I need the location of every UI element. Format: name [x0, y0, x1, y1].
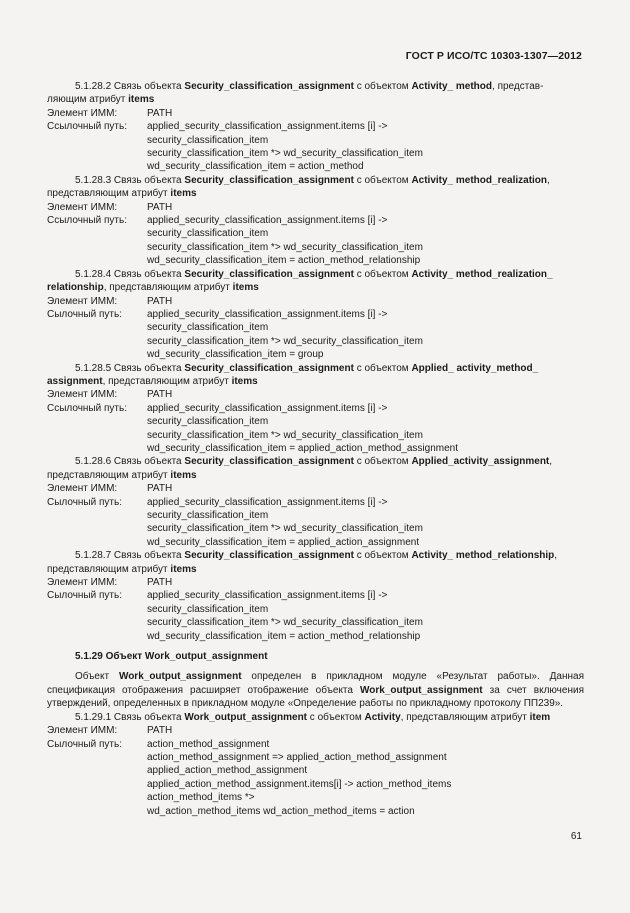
- element-value: PATH: [147, 295, 173, 307]
- path-line: applied_security_classification_assignment.items [i] ->: [147, 215, 388, 227]
- entity-name: Security_classification_assignment: [184, 362, 354, 374]
- document-header: ГОСТ Р ИСО/ТС 10303-1307—2012: [405, 50, 582, 62]
- text: , представляющим атрибут: [102, 375, 232, 387]
- element-label: Элемент ИММ:: [47, 389, 118, 401]
- element-label: Элемент ИММ:: [47, 107, 118, 119]
- section-number: 5.1.29.1 Связь объекта: [75, 711, 185, 723]
- section-5-1-28-2: [47, 80, 584, 174]
- target-entity: Activity_ method: [411, 81, 493, 92]
- document-body: [47, 80, 584, 818]
- path-line: action_method_assignment: [147, 738, 270, 750]
- path-line: wd_security_classification_item = action_method_relationship: [147, 255, 421, 267]
- section-5-1-28-5: [47, 362, 584, 456]
- target-entity: Applied_activity_assignment: [411, 456, 550, 468]
- ref-path-label: Ссылочный путь:: [47, 121, 127, 133]
- section-title: [47, 174, 584, 187]
- path-line: security_classification_item *> wd_security_classification_item: [147, 523, 423, 535]
- section-description: [47, 670, 584, 710]
- text: ляющим атрибут: [47, 94, 129, 106]
- section-number: 5.1.28.7 Связь объекта: [75, 550, 185, 562]
- section-5-1-28-6: [47, 455, 584, 549]
- element-label: Элемент ИММ:: [47, 483, 118, 495]
- section-title: [47, 268, 584, 281]
- path-line: security_classification_item *> wd_security_classification_item: [147, 241, 423, 253]
- section-5-1-28-3: [47, 174, 584, 268]
- path-line: applied_security_classification_assignment.items [i] ->: [147, 590, 388, 602]
- entity-name: Security_classification_assignment: [184, 174, 354, 186]
- element-label: Элемент ИММ:: [47, 295, 118, 307]
- section-5-1-28-4: [47, 268, 584, 362]
- text: с объектом: [353, 268, 412, 280]
- path-line: action_method_items *>: [147, 792, 255, 804]
- page-number: 61: [570, 831, 582, 842]
- section-title: [47, 80, 584, 93]
- target-entity-cont: relationship: [47, 282, 104, 294]
- target-entity: Activity: [364, 711, 401, 723]
- attribute-name: items: [128, 94, 155, 106]
- text: , представ-: [492, 81, 544, 92]
- path-line: security_classification_item *> wd_security_classification_item: [147, 429, 423, 441]
- element-label: Элемент ИММ:: [47, 725, 118, 737]
- path-line: wd_security_classification_item = action_method_relationship: [147, 630, 421, 642]
- section-number: 5.1.28.5 Связь объекта: [75, 362, 185, 374]
- text: ,: [547, 174, 550, 186]
- text: с объектом: [353, 174, 412, 186]
- text: определен в прикладном модуле «Результат работы». Данная спецификация отображения расширяет отображение объекта: [47, 671, 584, 696]
- text: ,: [549, 456, 553, 468]
- path-line: applied_security_classification_assignment.items [i] ->: [147, 496, 388, 508]
- section-title: [47, 711, 584, 724]
- section-number: 5.1.28.2 Связь объекта: [75, 81, 185, 92]
- path-line: applied_action_method_assignment: [147, 765, 308, 777]
- path-line: applied_security_classification_assignment.items [i] ->: [147, 402, 388, 414]
- attribute-name: item: [529, 711, 551, 723]
- text: , представляющим атрибут: [400, 711, 530, 723]
- path-line: security_classification_item *> wd_security_classification_item: [147, 617, 423, 629]
- section-title: [47, 455, 584, 468]
- text: с объектом: [353, 362, 412, 374]
- text: за счет включения утверждений, определенных в прикладном модуле «Определение работы по прикладному протоколу ПП239».: [47, 684, 584, 710]
- entity-name: Security_classification_assignment: [184, 456, 354, 468]
- text: представляющим атрибут: [47, 469, 171, 481]
- section-number: 5.1.28.4 Связь объекта: [75, 268, 185, 280]
- ref-path-label: Сылочный путь:: [47, 590, 122, 602]
- entity-name: Work_output_assignment: [118, 671, 242, 683]
- text: Объект: [75, 671, 119, 683]
- text: ,: [554, 550, 558, 562]
- ref-path-label: Сылочный путь:: [47, 308, 122, 320]
- element-value: PATH: [147, 389, 173, 401]
- section-heading-5-1-29: 5.1.29 Объект Work_output_assignment: [75, 651, 268, 663]
- path-line: security_classification_item: [147, 322, 269, 334]
- element-value: PATH: [147, 483, 173, 495]
- text: представляющим атрибут: [47, 188, 171, 200]
- path-line: security_classification_item: [147, 510, 269, 521]
- section-number: 5.1.28.3 Связь объекта: [75, 174, 185, 186]
- element-label: Элемент ИММ:: [47, 577, 118, 589]
- target-entity: Activity_ method_realization: [411, 174, 548, 186]
- section-5-1-29-1: [47, 711, 584, 818]
- path-line: wd_security_classification_item = applied_action_assignment: [147, 536, 420, 548]
- element-value: PATH: [147, 577, 173, 589]
- path-line: applied_security_classification_assignment.items [i] ->: [147, 308, 388, 320]
- path-line: wd_security_classification_item = applied_action_method_assignment: [147, 442, 459, 454]
- element-value: PATH: [147, 201, 173, 213]
- path-line: wd_security_classification_item = action_method: [147, 161, 364, 173]
- section-number: 5.1.28.6 Связь объекта: [75, 456, 185, 468]
- element-value: PATH: [147, 107, 173, 119]
- element-value: PATH: [147, 725, 173, 737]
- section-title: [47, 362, 584, 375]
- entity-name: Security_classification_assignment: [184, 550, 354, 562]
- path-line: security_classification_item *> wd_security_classification_item: [147, 335, 423, 347]
- path-line: wd_action_method_items wd_action_method_items = action: [147, 805, 415, 817]
- path-line: security_classification_item *> wd_security_classification_item: [147, 148, 423, 160]
- path-line: applied_security_classification_assignment.items [i] ->: [147, 121, 388, 133]
- attribute-name: items: [170, 469, 197, 481]
- path-line: security_classification_item: [147, 416, 269, 428]
- text: с объектом: [353, 81, 412, 92]
- section-title: [47, 549, 584, 562]
- text: с объектом: [353, 550, 412, 562]
- path-line: security_classification_item: [147, 228, 269, 240]
- ref-path-label: Сылочный путь:: [47, 738, 122, 750]
- target-entity: Activity_ method_realization_: [411, 268, 553, 280]
- path-line: action_method_assignment => applied_action_method_assignment: [147, 751, 447, 763]
- ref-path-label: Ссылочный путь:: [47, 215, 127, 227]
- target-entity-cont: assignment: [47, 375, 103, 387]
- attribute-name: items: [170, 563, 197, 575]
- attribute-name: items: [231, 375, 258, 387]
- path-line: security_classification_item: [147, 134, 269, 146]
- target-entity: Activity_ method_relationship: [411, 550, 555, 562]
- ref-path-label: Ссылочный путь:: [47, 402, 127, 414]
- attribute-name: items: [232, 282, 259, 294]
- entity-name: Security_classification_assignment: [184, 268, 354, 280]
- entity-name: Security_classification_assignment: [184, 81, 354, 92]
- text: представляющим атрибут: [47, 563, 171, 575]
- element-label: Элемент ИММ:: [47, 201, 118, 213]
- path-line: security_classification_item: [147, 603, 269, 615]
- attribute-name: items: [170, 188, 197, 200]
- text: , представляющим атрибут: [103, 282, 233, 294]
- target-entity: Applied_ activity_method_: [411, 362, 539, 374]
- path-line: wd_security_classification_item = group: [147, 349, 324, 361]
- path-line: applied_action_method_assignment.items[i] -> action_method_items: [147, 778, 452, 790]
- entity-name: Work_output_assignment: [360, 684, 483, 696]
- ref-path-label: Сылочный путь:: [47, 496, 122, 508]
- section-5-1-28-7: [47, 549, 584, 643]
- entity-name: Work_output_assignment: [184, 711, 308, 723]
- text: с объектом: [353, 456, 412, 468]
- text: с объектом: [307, 711, 365, 723]
